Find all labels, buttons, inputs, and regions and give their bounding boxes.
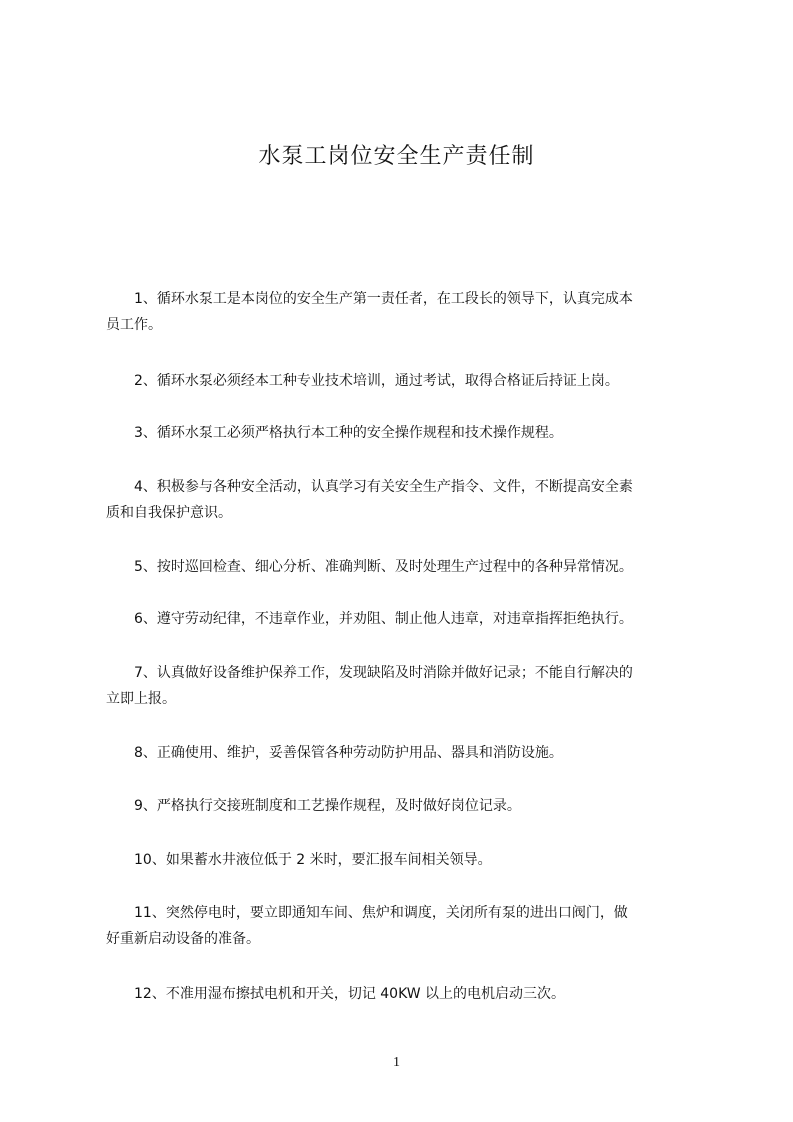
clause-3 [106,420,708,446]
clause-11-line-2: 好重新启动设备的准备。 [106,931,260,947]
clause-12-line-1: 12、不准用湿布擦拭电机和开关，切记 40KW 以上的电机启动三次。 [134,986,566,1002]
clause-10 [106,847,708,873]
clause-10-line-1: 10、如果蓄水井液位低于 2 米时，要汇报车间相关领导。 [134,852,492,868]
clause-5-line-1: 5、按时巡回检查、细心分析、准确判断、及时处理生产过程中的各种异常情况。 [134,559,633,575]
clause-2 [106,368,708,394]
document-title: 水泵工岗位安全生产责任制 [258,144,535,169]
clause-1 [106,286,708,338]
clause-5 [106,554,708,580]
clause-12 [106,981,708,1007]
clause-6 [106,606,708,632]
clause-7-line-2: 立即上报。 [106,691,176,707]
clause-1-line-2: 员工作。 [106,317,162,333]
clause-6-line-1: 6、遵守劳动纪律，不违章作业，并劝阻、制止他人违章，对违章指挥拒绝执行。 [134,611,633,627]
page-number: 1 [393,1055,400,1070]
clause-8-line-1: 8、正确使用、维护，妥善保管各种劳动防护用品、器具和消防设施。 [134,745,563,761]
clause-4 [106,474,708,526]
clause-4-line-2: 质和自我保护意识。 [106,505,232,521]
clause-1-line-1: 1、循环水泵工是本岗位的安全生产第一责任者，在工段长的领导下，认真完成本 [134,291,633,307]
clause-7-line-1: 7、认真做好设备维护保养工作，发现缺陷及时消除并做好记录；不能自行解决的 [134,665,633,681]
clause-8 [106,740,708,766]
clause-4-line-1: 4、积极参与各种安全活动，认真学习有关安全生产指令、文件，不断提高安全素 [134,479,633,495]
clause-11-line-1: 11、突然停电时，要立即通知车间、焦炉和调度，关闭所有泵的进出口阀门，做 [134,905,628,921]
clause-3-line-1: 3、循环水泵工必须严格执行本工种的安全操作规程和技术操作规程。 [134,425,563,441]
clause-9-line-1: 9、严格执行交接班制度和工艺操作规程，及时做好岗位记录。 [134,798,521,814]
clause-11 [106,900,708,952]
clause-9 [106,793,708,819]
clause-2-line-1: 2、循环水泵必须经本工种专业技术培训，通过考试，取得合格证后持证上岗。 [134,373,619,389]
clause-7 [106,660,708,712]
